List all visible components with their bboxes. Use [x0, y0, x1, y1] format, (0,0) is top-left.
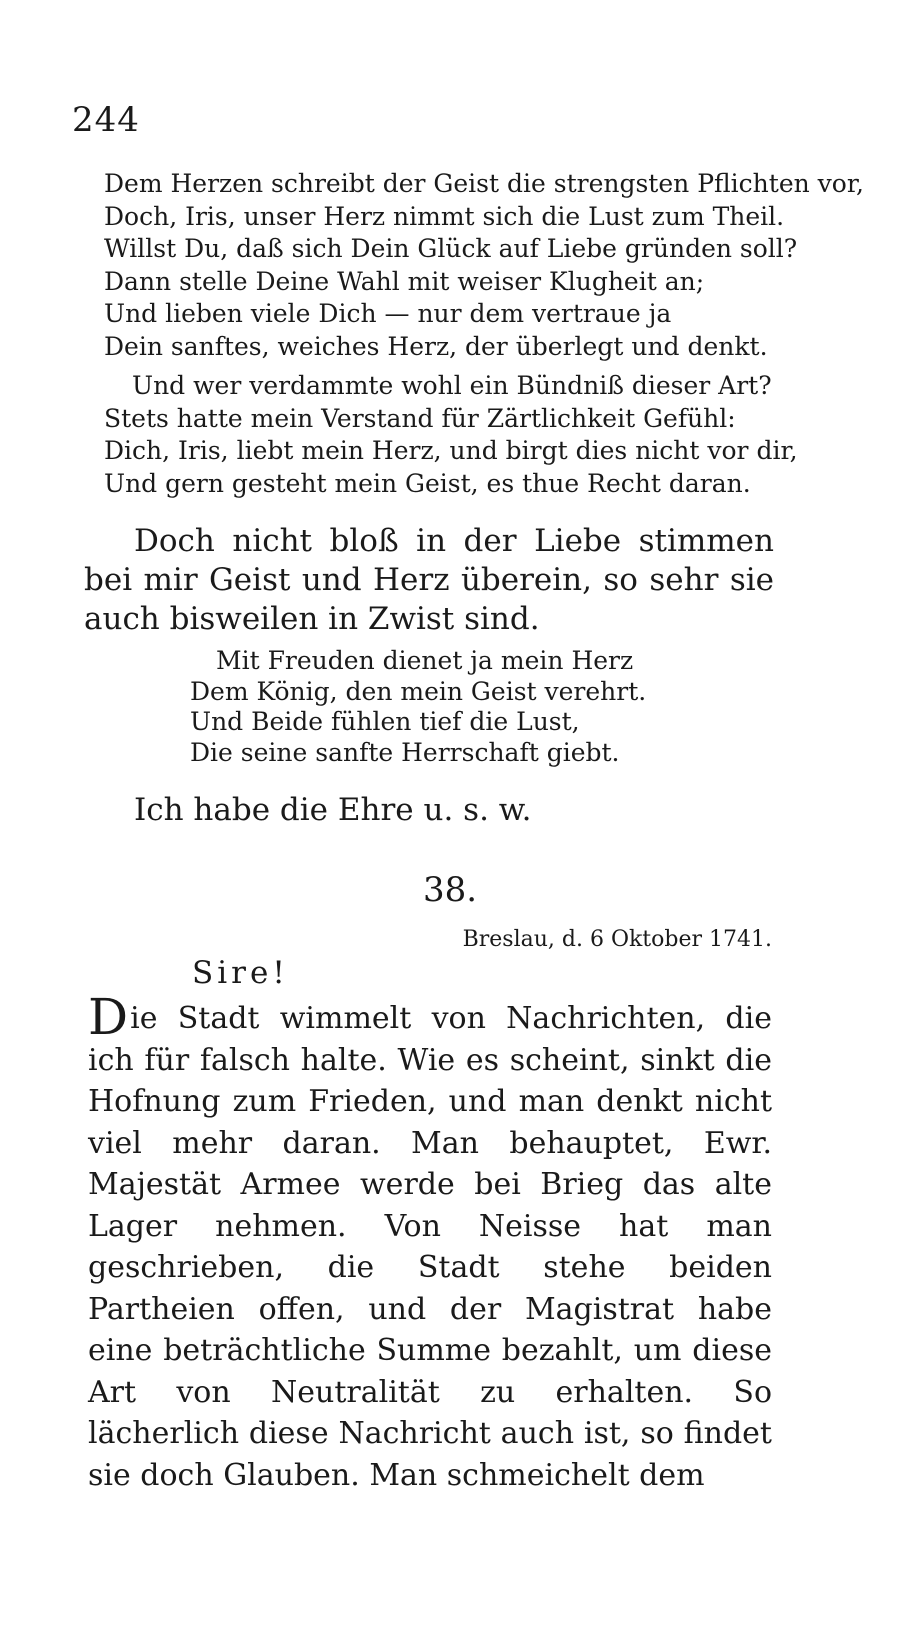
poem-stanza-3 [190, 646, 646, 768]
verse-line: Und wer verdammte wohl ein Bündniß dieser Art? [132, 371, 772, 400]
verse-line: Mit Freuden dienet ja mein Herz [216, 646, 634, 675]
letter-body-text: ie Stadt wimmelt von Nachrichten, die ich für falsch halte. Wie es scheint, sinkt die Hofnung zum Frieden, und man denkt nicht viel mehr daran. Man behauptet, Ewr. Majestät Armee werde bei Brieg das alte Lager nehmen. Von Neisse hat man geschrieben, die Stadt stehe beiden Partheien offen, und der Magistrat habe eine beträchtliche Summe bezahlt, um diese Art von Neutralität zu erhalten. So lächerlich diese Nachricht auch ist, so findet sie doch Glauben. Man schmeichelt dem [88, 1001, 772, 1493]
verse-line: Und gern gesteht mein Geist, es thue Recht daran. [104, 468, 751, 498]
letter-closing: Ich habe die Ehre u. s. w. [134, 792, 532, 828]
letter-salutation: Sire! [192, 955, 289, 991]
letter-number: 38. [422, 870, 478, 910]
letter-body [88, 988, 772, 1496]
poem-stanza-1 [104, 168, 864, 363]
verse-line: Dann stelle Deine Wahl mit weiser Klugheit an; [104, 266, 705, 296]
verse-line: Dein sanftes, weiches Herz, der überlegt und denkt. [104, 331, 768, 361]
verse-line: Stets hatte mein Verstand für Zärtlichkeit Gefühl: [104, 403, 736, 433]
drop-cap: D [88, 988, 129, 1046]
poem-stanza-2 [104, 370, 798, 500]
prose-paragraph: Doch nicht bloß in der Liebe stimmen bei mir Geist und Herz überein, so sehr sie auch bisweilen in Zwist sind. [84, 523, 774, 637]
verse-line: Die seine sanfte Herrschaft giebt. [190, 737, 620, 767]
verse-line: Dich, Iris, liebt mein Herz, und birgt dies nicht vor dir, [104, 436, 798, 465]
verse-line: Dem Herzen schreibt der Geist die strengsten Pflichten vor, [104, 169, 864, 198]
verse-line: Und Beide fühlen tief die Lust, [190, 707, 580, 736]
verse-line: Doch, Iris, unser Herz nimmt sich die Lust zum Theil. [104, 201, 785, 231]
verse-line: Willst Du, daß sich Dein Glück auf Liebe gründen soll? [104, 234, 798, 263]
verse-line: Und lieben viele Dich — nur dem vertraue ja [104, 299, 672, 328]
letter-dateline: Breslau, d. 6 Oktober 1741. [462, 927, 772, 952]
verse-line: Dem König, den mein Geist verehrt. [190, 676, 647, 706]
page-number: 244 [72, 100, 140, 140]
